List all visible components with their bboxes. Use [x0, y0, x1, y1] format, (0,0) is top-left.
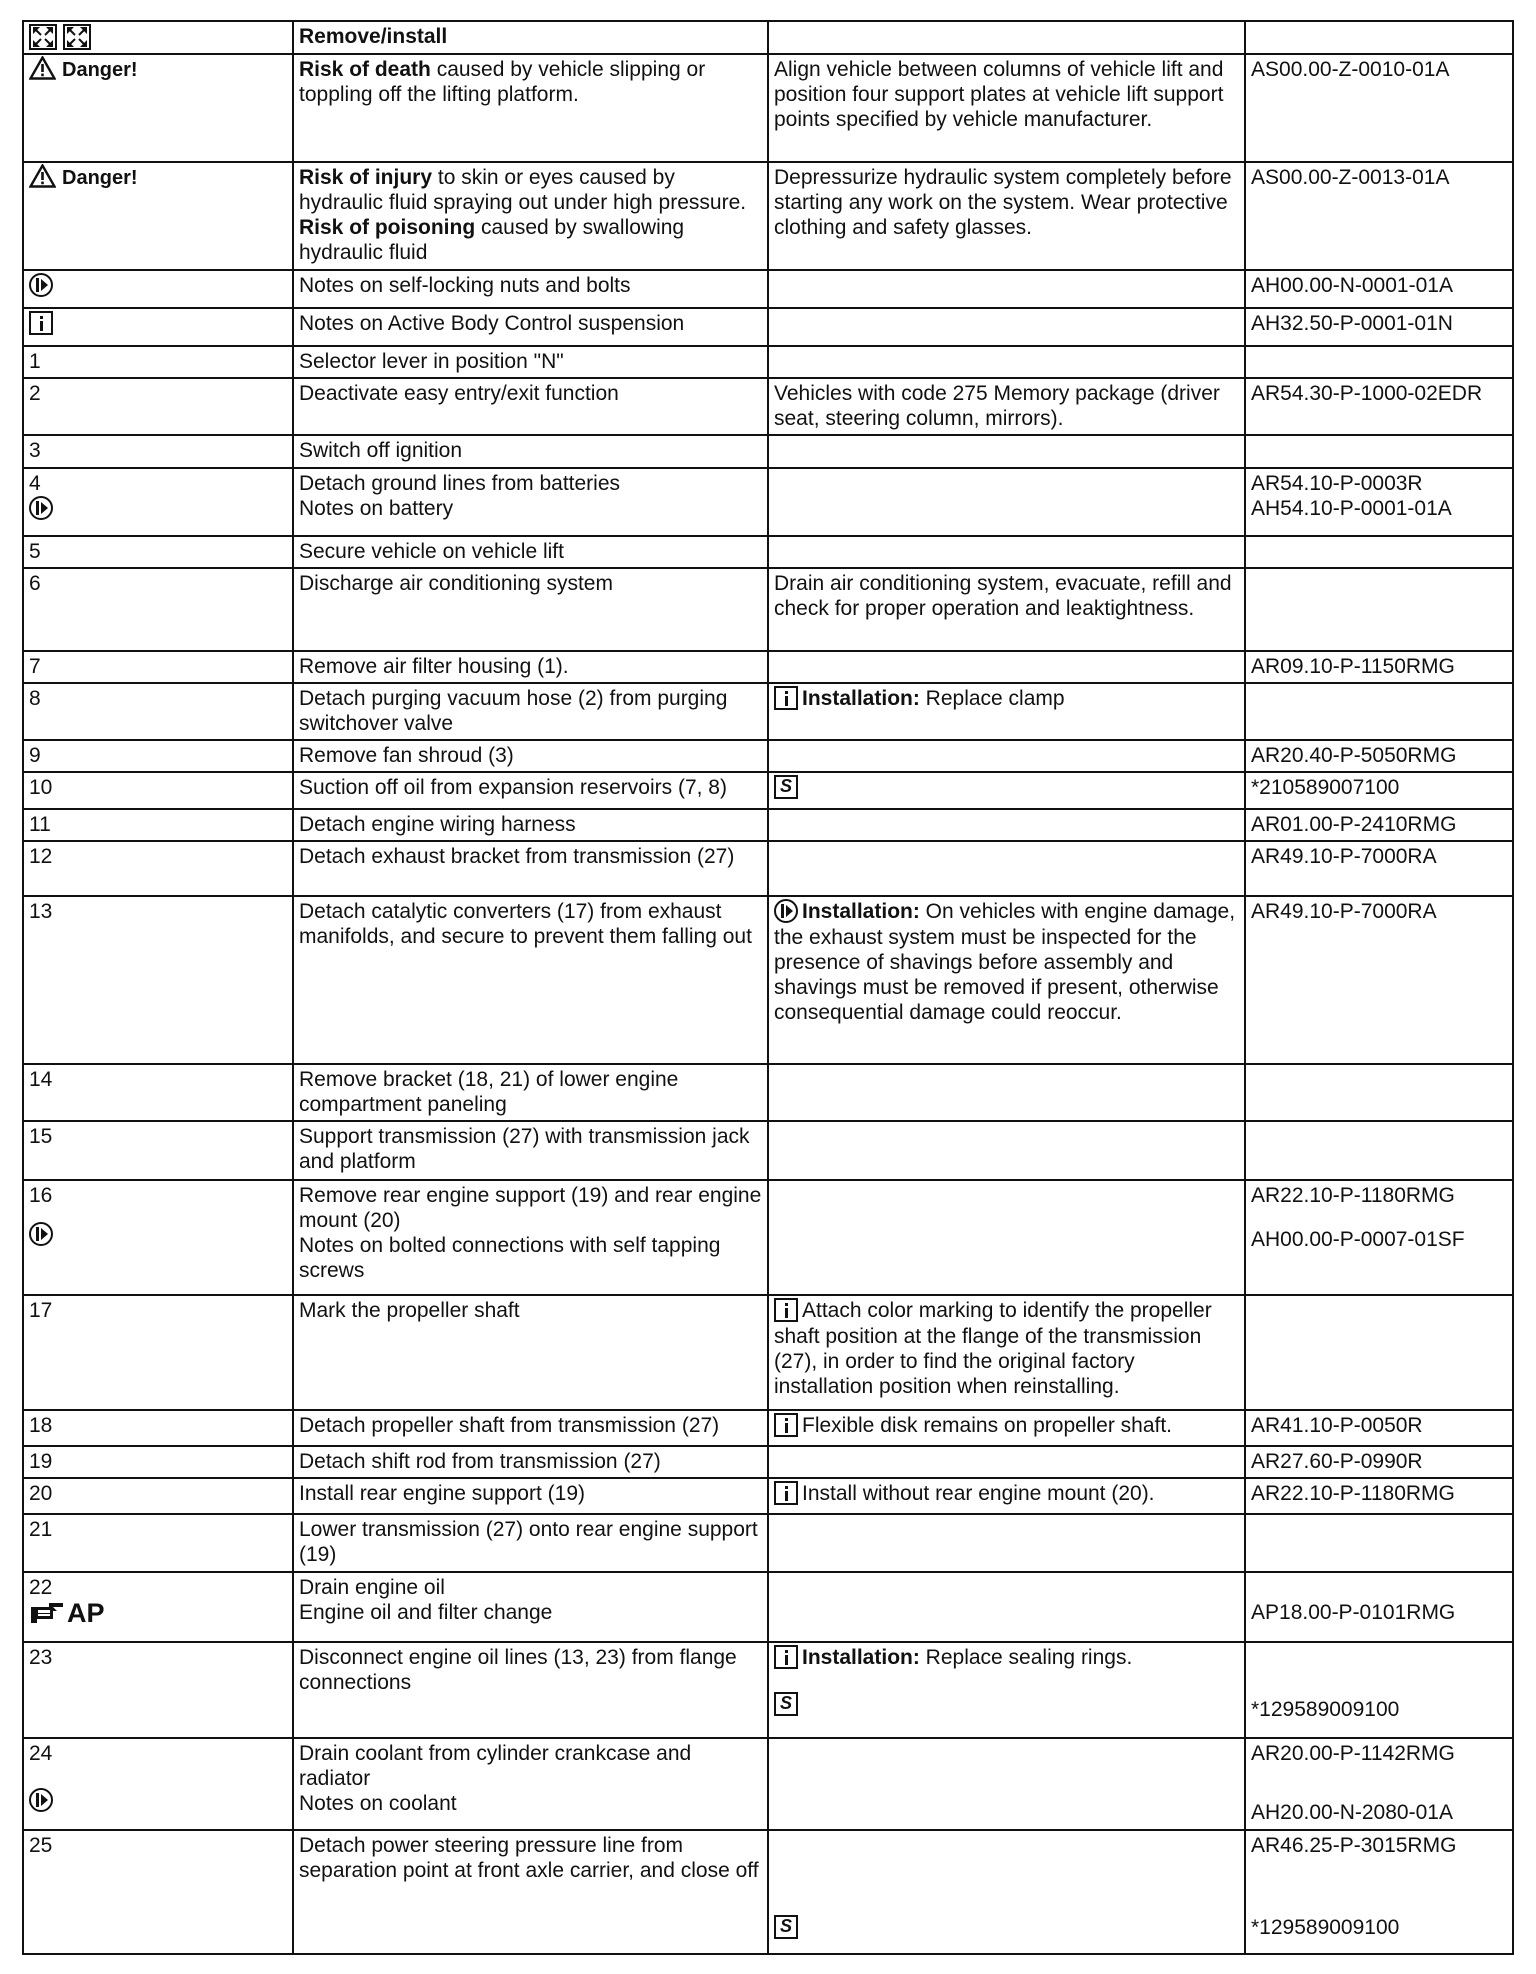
header-title: Remove/install — [293, 21, 768, 54]
note-icon — [774, 899, 798, 923]
table-row: 15 Support transmission (27) with transmission jack and platform — [23, 1121, 1513, 1180]
special-tool-icon — [774, 1692, 798, 1716]
reference-link[interactable]: AH00.00-P-0007-01SF — [1251, 1228, 1465, 1252]
reference-link[interactable]: AR22.10-P-1180RMG — [1245, 1478, 1513, 1514]
info-icon — [774, 686, 798, 710]
special-tool-icon — [774, 775, 798, 799]
table-row: 7 Remove air filter housing (1). AR09.10-P-1150RMG — [23, 651, 1513, 683]
info-icon — [774, 1481, 798, 1505]
reference-link[interactable]: AP18.00-P-0101RMG — [1251, 1601, 1456, 1625]
table-row: 16 Remove rear engine support (19) and rear engine mount (20) Notes on bolted connections with self tapping screws AR22.10-P-1180RMG AH00.00-P-0007-01SF — [23, 1180, 1513, 1295]
reference-link[interactable]: AR20.00-P-1142RMG — [1251, 1742, 1455, 1766]
table-row: 2 Deactivate easy entry/exit function Vehicles with code 275 Memory package (driver seat, steering column, mirrors). AR54.30-P-1000-02EDR — [23, 378, 1513, 435]
table-row: 18 Detach propeller shaft from transmission (27) Flexible disk remains on propeller shaft. AR41.10-P-0050R — [23, 1410, 1513, 1446]
table-row: 3 Switch off ignition — [23, 435, 1513, 468]
table-row: 9 Remove fan shroud (3) AR20.40-P-5050RMG — [23, 740, 1513, 772]
danger-label: Danger! — [62, 167, 138, 190]
warning-icon — [29, 164, 56, 188]
reference-link[interactable]: AR46.25-P-3015RMG — [1251, 1834, 1457, 1858]
note-icon — [29, 1222, 53, 1246]
danger-label: Danger! — [62, 59, 138, 82]
table-row: 4 Detach ground lines from batteries Notes on battery AR54.10-P-0003R AH54.10-P-0001-01A — [23, 468, 1513, 536]
table-row: 24 Drain coolant from cylinder crankcase and radiator Notes on coolant AR20.00-P-1142RMG AH20.00-N-2080-01A — [23, 1738, 1513, 1830]
note-icon — [29, 1788, 53, 1812]
expand-icon[interactable] — [29, 24, 57, 50]
table-row: 13 Detach catalytic converters (17) from exhaust manifolds, and secure to prevent them falling out Installation: On vehicles with engine damage, the exhaust system must be inspected for the presence of shavings before assembly and shavings must be removed if present, otherwise consequential damage could reoccur. AR49.10-P-7000RA — [23, 896, 1513, 1064]
table-row: 19 Detach shift rod from transmission (27) AR27.60-P-0990R — [23, 1446, 1513, 1478]
note-icon — [29, 273, 53, 297]
reference-link[interactable]: AH00.00-N-0001-01A — [1245, 270, 1513, 308]
info-icon — [774, 1413, 798, 1437]
table-row: Danger! Risk of death caused by vehicle slipping or toppling off the lifting platform. Align vehicle between columns of vehicle lift and position four support plates at vehicle lift support points specified by vehicle manufacturer. AS00.00-Z-0010-01A — [23, 54, 1513, 162]
table-row: 22 AP Drain engine oil Engine oil and filter change AP18.00-P-0101RMG — [23, 1572, 1513, 1642]
info-icon — [774, 1298, 798, 1322]
info-icon — [774, 1645, 798, 1669]
reference-link[interactable]: AR54.30-P-1000-02EDR — [1245, 378, 1513, 435]
reference-link[interactable]: AR49.10-P-7000RA — [1245, 841, 1513, 896]
pointing-hand-icon — [29, 1599, 65, 1625]
table-row: Notes on Active Body Control suspension AH32.50-P-0001-01N — [23, 308, 1513, 346]
reference-link[interactable]: AR09.10-P-1150RMG — [1245, 651, 1513, 683]
reference-link[interactable]: *129589009100 — [1251, 1916, 1400, 1940]
special-tool-icon — [774, 1915, 798, 1939]
reference-link[interactable]: *129589009100 — [1251, 1698, 1400, 1722]
table-row: 23 Disconnect engine oil lines (13, 23) from flange connections Installation: Replace sealing rings. S *129589009100 — [23, 1642, 1513, 1738]
reference-link[interactable]: AR01.00-P-2410RMG — [1245, 809, 1513, 841]
header-icons-cell — [23, 21, 293, 54]
reference-link[interactable]: AS00.00-Z-0010-01A — [1245, 54, 1513, 162]
table-row: 8 Detach purging vacuum hose (2) from purging switchover valve Installation: Replace clamp — [23, 683, 1513, 740]
table-row: 20 Install rear engine support (19) Install without rear engine mount (20). AR22.10-P-1180RMG — [23, 1478, 1513, 1514]
table-row: 10 Suction off oil from expansion reservoirs (7, 8) S *210589007100 — [23, 772, 1513, 809]
reference-link[interactable]: AH54.10-P-0001-01A — [1251, 497, 1452, 521]
table-header-row — [23, 21, 1513, 54]
table-row: 12 Detach exhaust bracket from transmission (27) AR49.10-P-7000RA — [23, 841, 1513, 896]
table-row: 21 Lower transmission (27) onto rear engine support (19) — [23, 1514, 1513, 1572]
reference-link[interactable]: AR54.10-P-0003R — [1251, 472, 1423, 496]
info-icon — [29, 311, 53, 335]
reference-link[interactable]: AR20.40-P-5050RMG — [1245, 740, 1513, 772]
table-row: 1 Selector lever in position "N" — [23, 346, 1513, 378]
table-row: 11 Detach engine wiring harness AR01.00-P-2410RMG — [23, 809, 1513, 841]
reference-link[interactable]: AR49.10-P-7000RA — [1245, 896, 1513, 1064]
reference-link[interactable]: AH32.50-P-0001-01N — [1245, 308, 1513, 346]
ap-label: AP — [67, 1598, 105, 1629]
reference-link[interactable]: *210589007100 — [1245, 772, 1513, 809]
reference-link[interactable]: AS00.00-Z-0013-01A — [1245, 162, 1513, 270]
reference-link[interactable]: AR27.60-P-0990R — [1245, 1446, 1513, 1478]
table-row: Notes on self-locking nuts and bolts AH00.00-N-0001-01A — [23, 270, 1513, 308]
table-row: 6 Discharge air conditioning system Drain air conditioning system, evacuate, refill and check for proper operation and leaktightness. — [23, 568, 1513, 651]
reference-link[interactable]: AR41.10-P-0050R — [1245, 1410, 1513, 1446]
table-row: 5 Secure vehicle on vehicle lift — [23, 536, 1513, 568]
reference-link[interactable]: AR22.10-P-1180RMG — [1251, 1184, 1455, 1208]
reference-link[interactable]: AH20.00-N-2080-01A — [1251, 1801, 1453, 1825]
procedure-table — [22, 20, 1514, 1955]
expand-icon[interactable] — [63, 24, 91, 50]
warning-icon — [29, 56, 56, 80]
note-icon — [29, 496, 53, 520]
table-row: 17 Mark the propeller shaft Attach color marking to identify the propeller shaft position at the flange of the transmission (27), in order to find the original factory installation position when reinstalling. — [23, 1295, 1513, 1410]
table-row: Danger! Risk of injury to skin or eyes caused by hydraulic fluid spraying out under high pressure. Risk of poisoning caused by swallowing hydraulic fluid Depressurize hydraulic system completely before starting any work on the system. Wear protective clothing and safety glasses. AS00.00-Z-0013-01A — [23, 162, 1513, 270]
table-row: 25 Detach power steering pressure line from separation point at front axle carrier, and close off S AR46.25-P-3015RMG *129589009100 — [23, 1830, 1513, 1954]
table-row: 14 Remove bracket (18, 21) of lower engine compartment paneling — [23, 1064, 1513, 1121]
